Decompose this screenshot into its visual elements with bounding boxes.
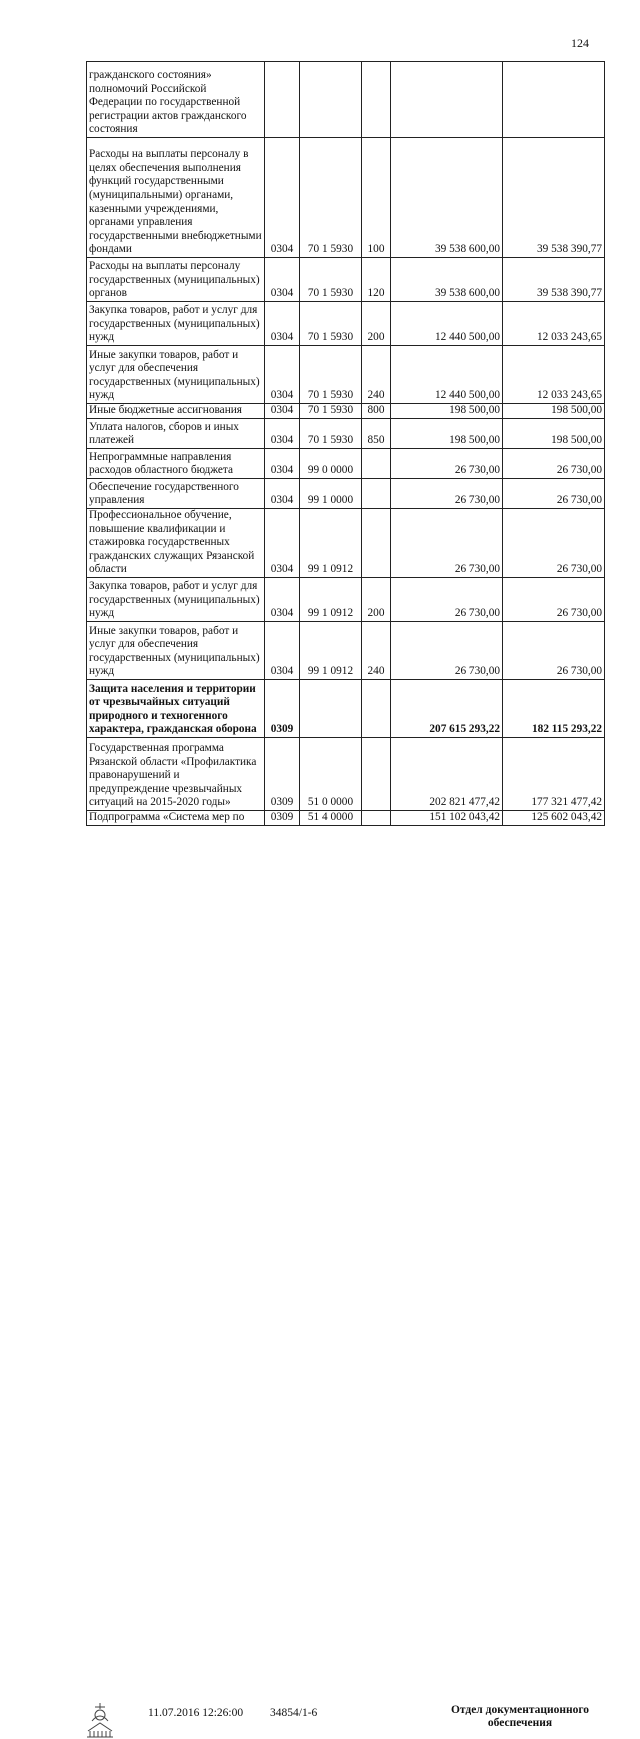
row-planned-amount: 39 538 600,00 [391, 258, 503, 302]
row-planned-amount: 26 730,00 [391, 449, 503, 479]
row-target-code: 99 1 0912 [300, 621, 362, 679]
row-target-code: 70 1 5930 [300, 404, 362, 419]
row-name: Обеспечение государственного управления [87, 479, 265, 509]
row-target-code: 51 0 0000 [300, 737, 362, 810]
row-target-code: 70 1 5930 [300, 419, 362, 449]
row-planned-amount: 12 440 500,00 [391, 302, 503, 346]
row-expense-type [362, 509, 391, 578]
table-row [87, 737, 605, 810]
row-planned-amount: 26 730,00 [391, 621, 503, 679]
table-row [87, 62, 605, 138]
row-section-code: 0304 [265, 302, 300, 346]
row-expense-type [362, 679, 391, 737]
row-actual-amount: 125 602 043,42 [503, 810, 605, 825]
row-actual-amount: 198 500,00 [503, 404, 605, 419]
row-expense-type: 800 [362, 404, 391, 419]
row-actual-amount: 12 033 243,65 [503, 346, 605, 404]
table-row [87, 404, 605, 419]
row-expense-type [362, 479, 391, 509]
row-expense-type: 120 [362, 258, 391, 302]
row-section-code: 0304 [265, 479, 300, 509]
row-section-code: 0304 [265, 419, 300, 449]
table-row [87, 621, 605, 679]
row-expense-type: 850 [362, 419, 391, 449]
row-actual-amount: 198 500,00 [503, 419, 605, 449]
row-section-code: 0309 [265, 737, 300, 810]
row-actual-amount: 26 730,00 [503, 621, 605, 679]
table-row [87, 810, 605, 825]
row-planned-amount: 12 440 500,00 [391, 346, 503, 404]
row-section-code: 0309 [265, 810, 300, 825]
row-actual-amount: 26 730,00 [503, 449, 605, 479]
row-target-code: 51 4 0000 [300, 810, 362, 825]
row-section-code: 0309 [265, 679, 300, 737]
table-row [87, 258, 605, 302]
row-actual-amount: 177 321 477,42 [503, 737, 605, 810]
row-target-code: 70 1 5930 [300, 302, 362, 346]
row-planned-amount: 39 538 600,00 [391, 138, 503, 258]
row-name: Непрограммные направления расходов областного бюджета [87, 449, 265, 479]
row-name: Иные закупки товаров, работ и услуг для обеспечения государственных (муниципальных) нужд [87, 621, 265, 679]
row-name: Иные закупки товаров, работ и услуг для обеспечения государственных (муниципальных) нужд [87, 346, 265, 404]
row-section-code [265, 62, 300, 138]
row-target-code: 99 1 0912 [300, 577, 362, 621]
row-name: Закупка товаров, работ и услуг для государственных (муниципальных) нужд [87, 577, 265, 621]
row-actual-amount: 26 730,00 [503, 479, 605, 509]
row-target-code [300, 62, 362, 138]
table-row [87, 679, 605, 737]
footer-doc-number: 34854/1-6 [270, 1707, 318, 1719]
row-section-code: 0304 [265, 346, 300, 404]
row-target-code: 70 1 5930 [300, 138, 362, 258]
table-row [87, 138, 605, 258]
row-actual-amount: 12 033 243,65 [503, 302, 605, 346]
row-name: Подпрограмма «Система мер по [87, 810, 265, 825]
row-target-code: 99 0 0000 [300, 449, 362, 479]
row-planned-amount: 198 500,00 [391, 404, 503, 419]
row-section-code: 0304 [265, 138, 300, 258]
row-actual-amount: 26 730,00 [503, 509, 605, 578]
budget-table [86, 61, 605, 826]
row-actual-amount: 39 538 390,77 [503, 138, 605, 258]
table-row [87, 479, 605, 509]
row-target-code [300, 679, 362, 737]
row-name: Государственная программа Рязанской области «Профилактика правонарушений и предупреждение чрезвычайных ситуаций на 2015-2020 годы» [87, 737, 265, 810]
row-target-code: 70 1 5930 [300, 258, 362, 302]
row-actual-amount: 182 115 293,22 [503, 679, 605, 737]
row-expense-type: 240 [362, 346, 391, 404]
row-planned-amount: 26 730,00 [391, 509, 503, 578]
table-row [87, 302, 605, 346]
row-planned-amount: 26 730,00 [391, 577, 503, 621]
footer-date: 11.07.2016 12:26:00 [148, 1707, 244, 1719]
row-name: Закупка товаров, работ и услуг для государственных (муниципальных) нужд [87, 302, 265, 346]
row-actual-amount: 39 538 390,77 [503, 258, 605, 302]
row-section-code: 0304 [265, 404, 300, 419]
page-footer [0, 850, 640, 1729]
row-actual-amount [503, 62, 605, 138]
page-number: 124 [571, 36, 589, 50]
row-name: Уплата налогов, сборов и иных платежей [87, 419, 265, 449]
row-planned-amount [391, 62, 503, 138]
row-section-code: 0304 [265, 621, 300, 679]
row-name: Расходы на выплаты персоналу в целях обеспечения выполнения функций государственными (муниципальными) органами, казенными учреждениями, органами управления государственными внебюджетными фондами [87, 138, 265, 258]
row-section-code: 0304 [265, 258, 300, 302]
row-planned-amount: 151 102 043,42 [391, 810, 503, 825]
row-planned-amount: 202 821 477,42 [391, 737, 503, 810]
row-expense-type: 200 [362, 577, 391, 621]
row-expense-type: 200 [362, 302, 391, 346]
row-name: Расходы на выплаты персоналу государственных (муниципальных) органов [87, 258, 265, 302]
row-expense-type [362, 62, 391, 138]
row-name: гражданского состояния» полномочий Российской Федерации по государственной регистрации актов гражданского состояния [87, 62, 265, 138]
row-section-code: 0304 [265, 449, 300, 479]
table-row [87, 419, 605, 449]
row-name: Профессиональное обучение, повышение квалификации и стажировка государственных гражданских служащих Рязанской области [87, 509, 265, 578]
row-actual-amount: 26 730,00 [503, 577, 605, 621]
row-planned-amount: 198 500,00 [391, 419, 503, 449]
row-planned-amount: 207 615 293,22 [391, 679, 503, 737]
row-target-code: 99 1 0000 [300, 479, 362, 509]
table-row [87, 509, 605, 578]
table-row [87, 449, 605, 479]
row-target-code: 70 1 5930 [300, 346, 362, 404]
row-section-code: 0304 [265, 577, 300, 621]
table-row [87, 577, 605, 621]
table-row [87, 346, 605, 404]
row-section-code: 0304 [265, 509, 300, 578]
row-expense-type [362, 449, 391, 479]
row-expense-type: 100 [362, 138, 391, 258]
row-expense-type [362, 737, 391, 810]
row-planned-amount: 26 730,00 [391, 479, 503, 509]
row-target-code: 99 1 0912 [300, 509, 362, 578]
coat-of-arms-icon [84, 1701, 116, 1739]
row-name: Иные бюджетные ассигнования [87, 404, 265, 419]
footer-department: Отдел документационного обеспечения [450, 1704, 590, 1729]
row-name: Защита населения и территории от чрезвычайных ситуаций природного и техногенного характера, гражданская оборона [87, 679, 265, 737]
row-expense-type [362, 810, 391, 825]
row-expense-type: 240 [362, 621, 391, 679]
